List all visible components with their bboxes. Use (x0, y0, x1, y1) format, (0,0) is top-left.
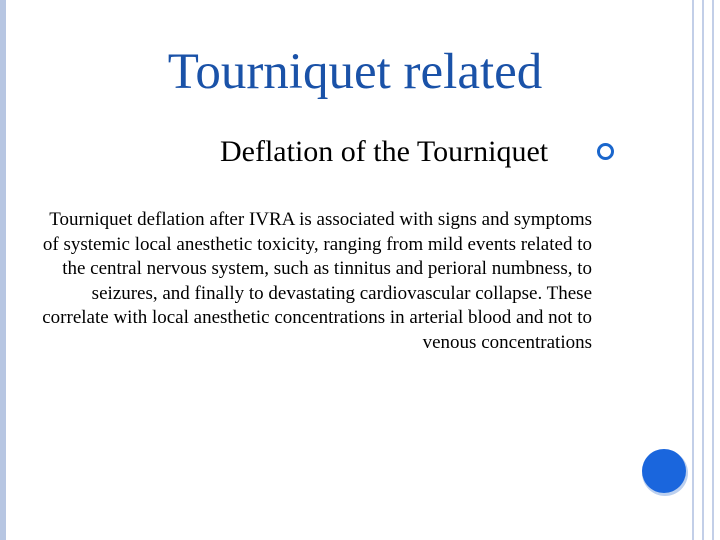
right-border-line (712, 0, 714, 540)
bullet-ring-icon (597, 143, 614, 160)
slide-title: Tourniquet related (167, 44, 543, 100)
decorative-circle-icon (642, 449, 686, 493)
slide-subtitle: Deflation of the Tourniquet (220, 135, 549, 168)
slide-body-text: Tourniquet deflation after IVRA is associated with signs and symptoms of systemic local anesthetic toxicity, ranging from mild events related to the central nervous system, such as tinnitus and perioral numbness, to seizures, and finally to devastating cardiovascular collapse. These correlate with local anesthetic concentrations in arterial blood and not to venous concentrations (42, 209, 592, 353)
